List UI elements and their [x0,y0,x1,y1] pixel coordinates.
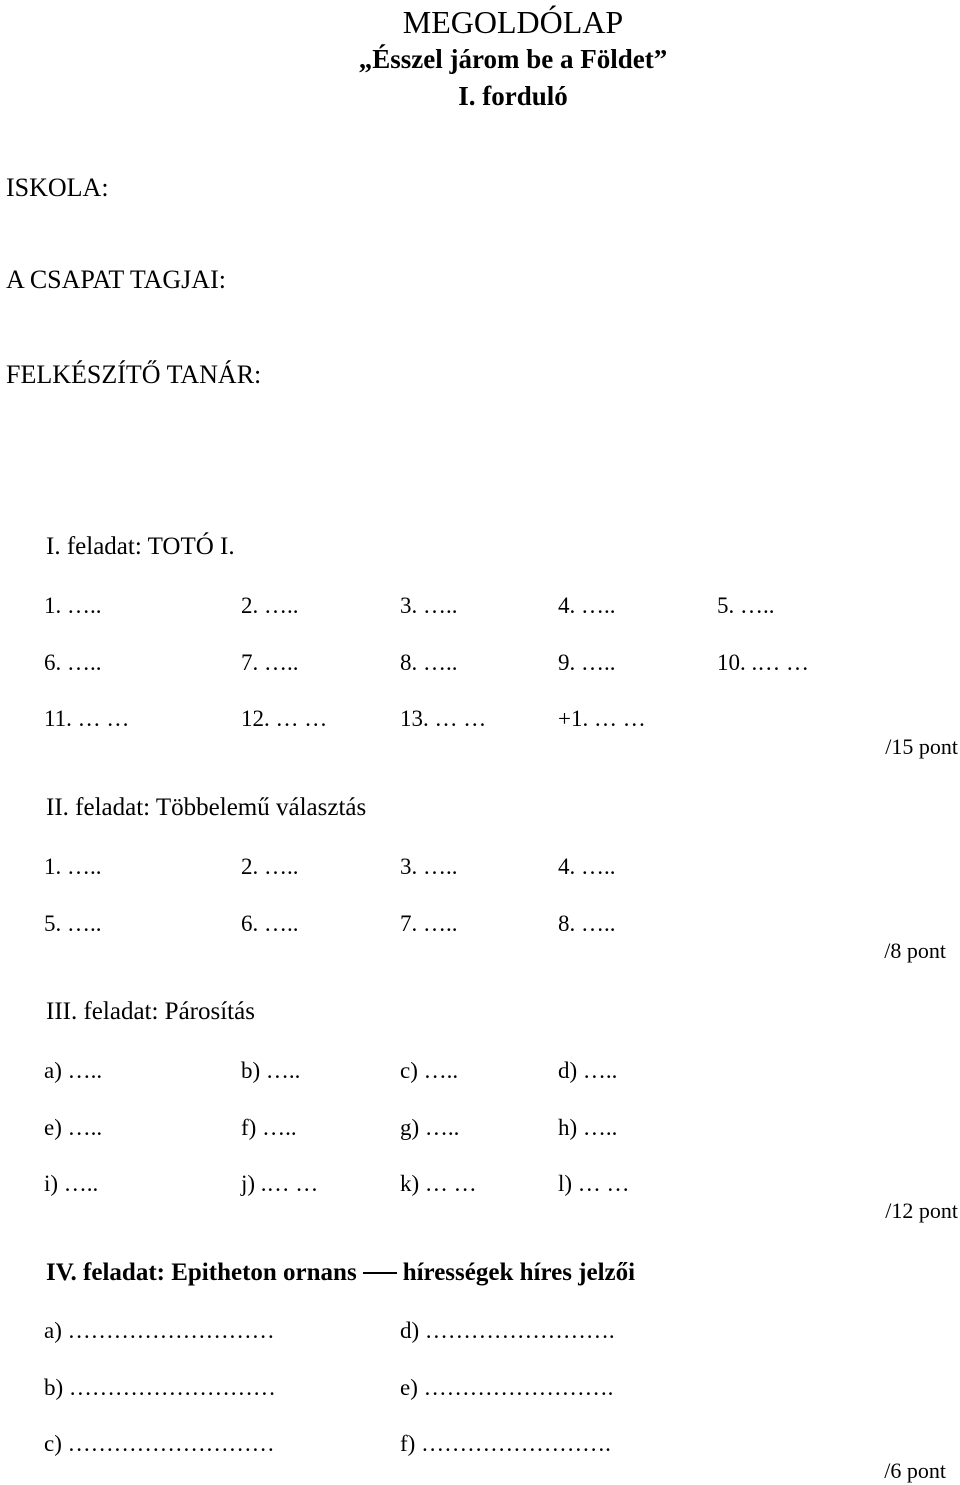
answer-item: d) ……………………. [400,1318,615,1343]
answer-item: c) ….. [400,1058,459,1083]
answer-item: 12. … … [241,706,328,731]
answer-item: 3. ….. [400,854,458,879]
answer-item: i) ….. [44,1171,99,1196]
task2-title: II. feladat: Többelemű választás [46,794,367,821]
answer-item: h) ….. [558,1115,618,1140]
answer-item: 2. ….. [241,593,299,618]
answer-item: b) ……………………… [44,1375,276,1400]
answer-item: e) ….. [44,1115,103,1140]
answer-item: 6. ….. [241,911,299,936]
task4-title [46,1260,635,1285]
task1-points: /15 pont [885,734,958,759]
answer-item: a) ….. [44,1058,103,1083]
task1-title: I. feladat: TOTÓ I. [46,533,235,560]
page-title: MEGOLDÓLAP [402,4,624,40]
answer-item: c) ……………………… [44,1431,275,1456]
task3-title: III. feladat: Párosítás [46,998,255,1025]
answer-item: 8. ….. [400,650,458,675]
answer-item: 7. ….. [400,911,458,936]
answer-item: f) ……………………. [400,1431,611,1456]
answer-item: 11. … … [44,706,130,731]
answer-item: j) .… … [241,1171,319,1196]
answer-item: k) … … [400,1171,477,1196]
answer-item: 7. ….. [241,650,299,675]
task4-title-main: IV. feladat: Epitheton ornans [46,1259,357,1286]
answer-item: 8. ….. [558,911,616,936]
answer-item: l) … … [558,1171,630,1196]
answer-item: e) ……………………. [400,1375,614,1400]
answer-item: 2. ….. [241,854,299,879]
task4-title-sub: hírességek híres jelzői [402,1259,636,1286]
team-field-label: A CSAPAT TAGJAI: [6,265,226,294]
answer-item: 5. ….. [717,593,775,618]
teacher-field-label: FELKÉSZÍTŐ TANÁR: [6,360,262,389]
answer-item: 4. ….. [558,854,616,879]
answer-item: g) ….. [400,1115,460,1140]
round-label: I. forduló [458,81,568,111]
answer-item: 4. ….. [558,593,616,618]
em-dash [363,1272,397,1274]
answer-item: +1. … … [558,706,646,731]
answer-item: b) ….. [241,1058,301,1083]
answer-item: f) ….. [241,1115,297,1140]
task4-points: /6 pont [884,1458,946,1483]
answer-item: 13. … … [400,706,487,731]
school-field-label: ISKOLA: [6,173,109,202]
answer-item: 3. ….. [400,593,458,618]
answer-item: d) ….. [558,1058,618,1083]
answer-item: 6. ….. [44,650,102,675]
answer-item: 10. .… … [717,650,809,675]
answer-item: 5. ….. [44,911,102,936]
task3-points: /12 pont [885,1198,958,1223]
answer-item: 1. ….. [44,593,102,618]
task2-points: /8 pont [884,938,946,963]
answer-item: 1. ….. [44,854,102,879]
page-subtitle: „Ésszel járom be a Földet” [358,44,668,74]
answer-item: a) ……………………… [44,1318,275,1343]
answer-item: 9. ….. [558,650,616,675]
